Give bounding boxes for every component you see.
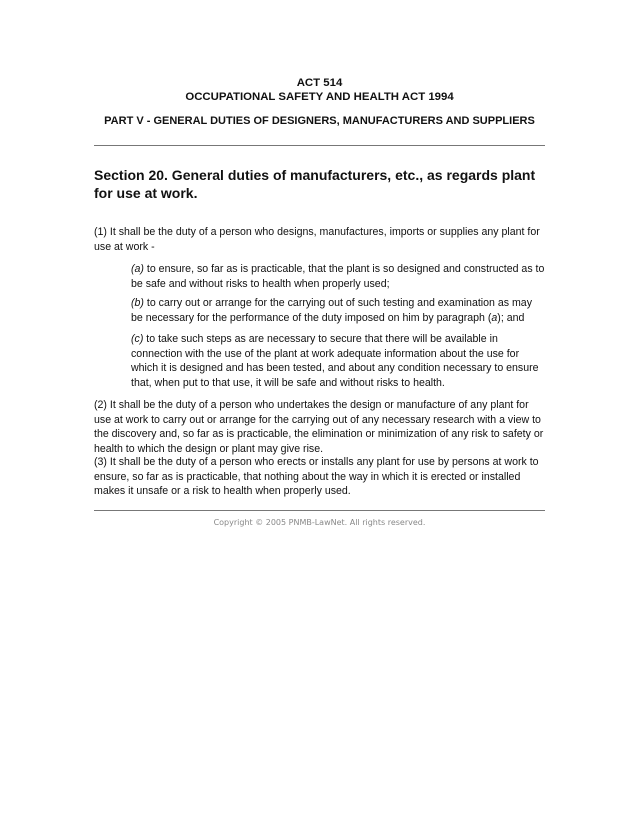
act-number: ACT 514	[296, 77, 343, 89]
subparagraph-b-text-end: ); and	[497, 311, 525, 324]
act-title: OCCUPATIONAL SAFETY AND HEALTH ACT 1994	[185, 91, 454, 103]
footer-divider	[94, 510, 545, 511]
paragraph-1: (1) It shall be the duty of a person who designs, manufactures, imports or supplies any plant for use at work -	[94, 226, 540, 253]
subparagraph-c	[131, 332, 545, 390]
subparagraph-b-label: (b)	[131, 297, 144, 309]
header-divider	[94, 145, 545, 146]
paragraph-2: (2) It shall be the duty of a person who undertakes the design or manufacture of any plant for use at work to carry out or arrange for the carrying out of any necessary research with a view to the discovery and, so far as is practicable, the elimination or minimization of any risk to safety or health to which the design or plant may give rise.	[94, 399, 544, 455]
part-title: PART V - GENERAL DUTIES OF DESIGNERS, MANUFACTURERS AND SUPPLIERS	[104, 115, 535, 127]
subparagraph-c-text: to take such steps as are necessary to secure that there will be available in connection with the use of the plant at work adequate information about the use for which it is designed and has been tested, and about any condition necessary to ensure that, when put to that use, it will be safe and without risks to health.	[131, 333, 539, 389]
subparagraph-c-label: (c)	[131, 333, 144, 345]
section-title: Section 20. General duties of manufacturers, etc., as regards plant for use at work.	[94, 167, 536, 201]
paragraph-3: (3) It shall be the duty of a person who erects or installs any plant for use by persons at work to ensure, so far as is practicable, that nothing about the way in which it is erected or installed makes it unsafe or a risk to health when properly used.	[94, 456, 539, 498]
copyright-footer: Copyright © 2005 PNMB-LawNet. All rights reserved.	[213, 518, 426, 527]
subparagraph-a	[131, 262, 545, 291]
subparagraph-a-label: (a)	[131, 263, 144, 275]
subparagraph-b-reference: a	[491, 311, 498, 324]
subparagraph-b-text: to carry out or arrange for the carrying out of such testing and examination as may be necessary for the performance of the duty imposed on him by paragraph (	[131, 297, 533, 324]
subparagraph-a-text: to ensure, so far as is practicable, that the plant is so designed and constructed as to be safe and without risks to health when properly used;	[131, 263, 545, 290]
subparagraph-b	[131, 296, 545, 325]
